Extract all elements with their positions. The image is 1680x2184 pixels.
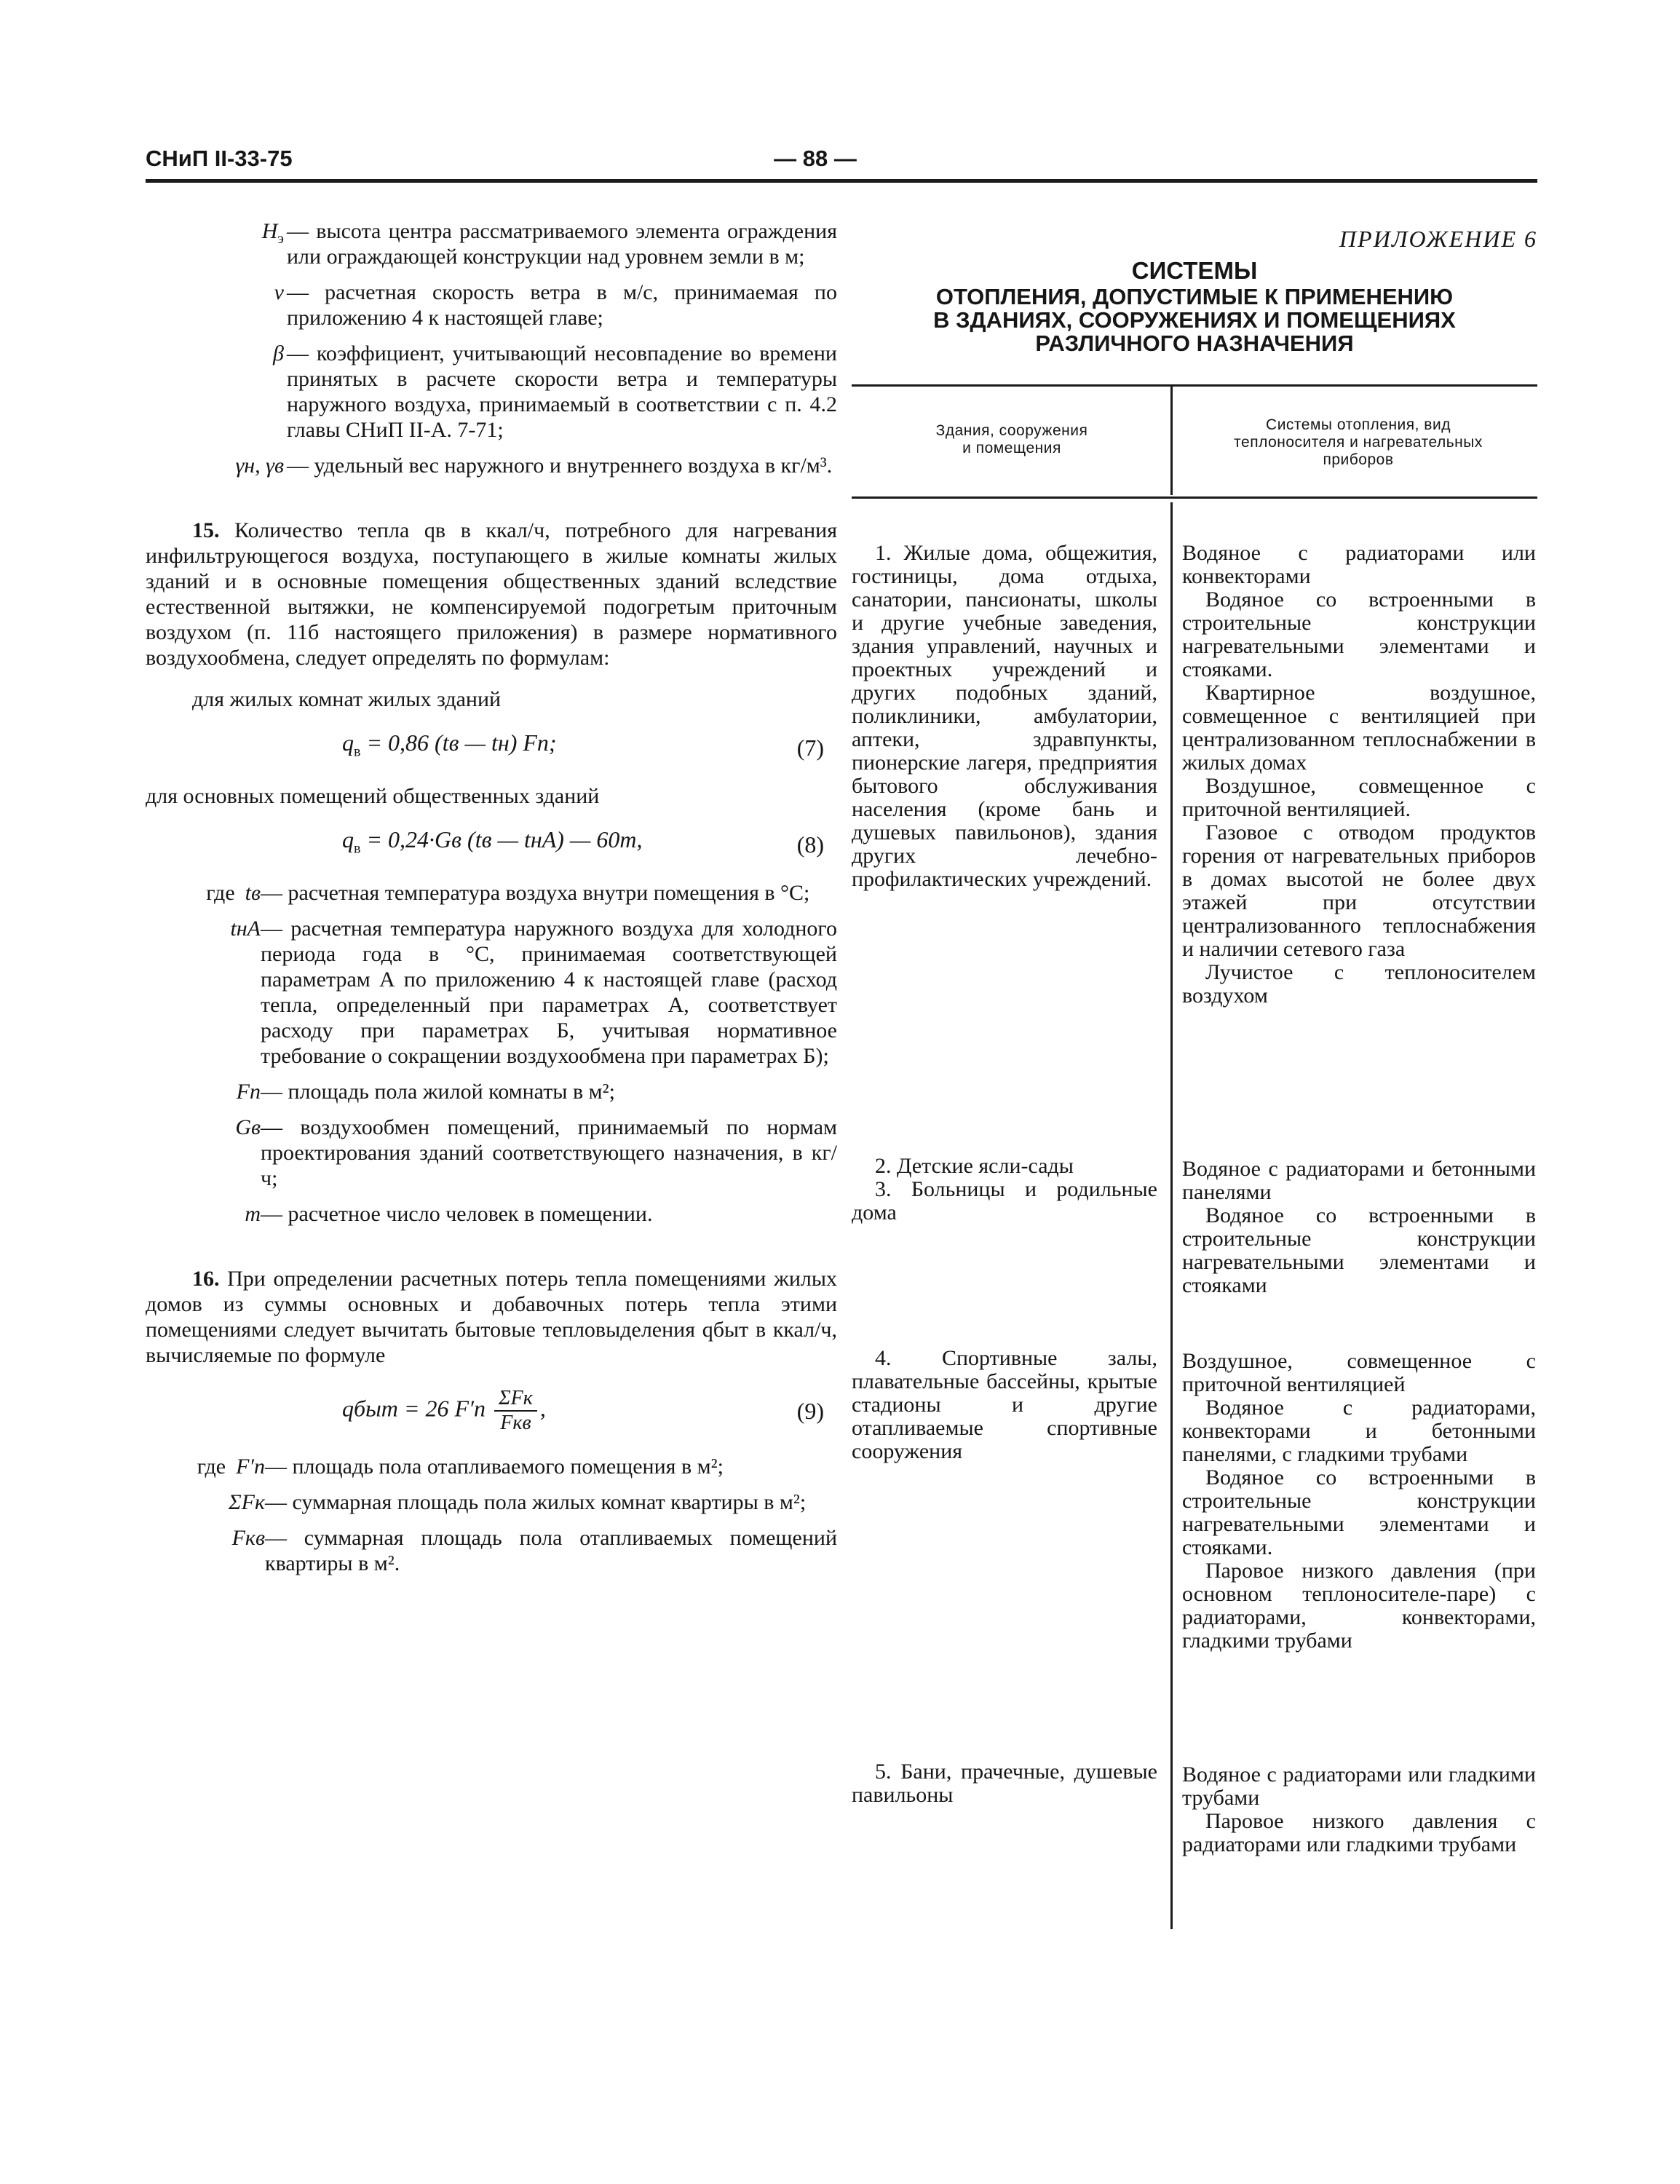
title-line: СИСТЕМЫ bbox=[1131, 257, 1258, 284]
table-cell-buildings: 1. Жилые дома, общежития, гостиницы, дома отдыха, санатории, пансионаты, школы и другие учебные заведения, здания управлений, научных и проектных учреждений и других подобных зданий, поликлиники, амбулатории, аптеки, здравпункты, пионерские лагеря, предприятия бытового обслуживания населения (кроме бань и душевых павильонов), здания других лечебно-профилактических учреждений. bbox=[852, 541, 1157, 891]
formula-7 bbox=[146, 722, 837, 773]
symbol: tнА bbox=[230, 917, 261, 941]
symbol: m bbox=[245, 1202, 261, 1226]
definition-item bbox=[146, 280, 837, 331]
title-line: РАЗЛИЧНОГО НАЗНАЧЕНИЯ bbox=[1035, 331, 1354, 356]
title-line: В ЗДАНИЯХ, СООРУЖЕНИЯХ И ПОМЕЩЕНИЯХ bbox=[933, 307, 1456, 333]
table-header-systems: Системы отопления, вид теплоносителя и нагревательных приборов bbox=[1234, 416, 1483, 468]
definition-text: — суммарная площадь пола отапливаемых помещений квартиры в м². bbox=[265, 1526, 837, 1575]
symbol: γн, γв bbox=[235, 454, 284, 478]
left-column bbox=[146, 218, 837, 1586]
definition-item bbox=[146, 341, 837, 443]
symbol: Fп bbox=[236, 1080, 261, 1104]
formula-8 bbox=[146, 819, 837, 870]
table-cell-buildings: 2. Детские ясли-сады 3. Больницы и родильные дома bbox=[852, 1154, 1157, 1224]
formula-intro-public: для основных помещений общественных зданий bbox=[146, 784, 600, 808]
definition-text: — расчетная скорость ветра в м/с, принимаемая по приложению 4 к настоящей главе; bbox=[287, 280, 837, 330]
table-header-rule bbox=[852, 496, 1537, 499]
definition-text: — площадь пола жилой комнаты в м²; bbox=[261, 1080, 615, 1104]
definition-item bbox=[146, 1454, 837, 1479]
paragraph-number: 16. bbox=[192, 1267, 220, 1291]
definition-text: — расчетное число человек в помещении. bbox=[261, 1202, 653, 1226]
title-line: ОТОПЛЕНИЯ, ДОПУСТИМЫЕ К ПРИМЕНЕНИЮ bbox=[935, 284, 1454, 309]
formula-expression: $q_в = 0,86$ (tв — tн) Fп; bbox=[342, 729, 557, 760]
table-cell-buildings: 4. Спортивные залы, плавательные бассейны, крытые стадионы и другие отапливаемые спортивные сооружения bbox=[852, 1346, 1157, 1463]
symbol: Gв bbox=[235, 1115, 261, 1139]
header-divider bbox=[1170, 386, 1173, 495]
definition-text: — расчетная температура воздуха внутри помещения в °С; bbox=[261, 881, 810, 905]
definition-item bbox=[146, 1115, 837, 1191]
definition-text: — высота центра рассматриваемого элемента ограждения или ограждающей конструкции над уровнем земли в м; bbox=[287, 219, 837, 269]
paragraph-15 bbox=[146, 518, 837, 670]
annex-label: ПРИЛОЖЕНИЕ 6 bbox=[1339, 226, 1537, 252]
definition-text: — суммарная площадь пола жилых комнат квартиры в м²; bbox=[265, 1490, 807, 1514]
definition-item bbox=[146, 1079, 837, 1104]
symbol: $H_э$ bbox=[261, 219, 284, 247]
paragraph-number: 15. bbox=[192, 518, 220, 542]
document-code: СНиП II-33-75 bbox=[146, 146, 293, 171]
annex-title bbox=[852, 259, 1537, 355]
symbol: где F′п bbox=[197, 1455, 265, 1479]
paragraph-text: При определении расчетных потерь тепла помещениями жилых домов из суммы основных и добавочных потерь тепла этими помещениями следует вычитать бытовые тепловыделения qбыт в ккал/ч, вычисляемые по формуле bbox=[146, 1267, 837, 1367]
paragraph-16 bbox=[146, 1266, 837, 1368]
definition-item bbox=[146, 453, 837, 478]
page-number: — 88 — bbox=[774, 146, 857, 171]
table-cell-systems: Водяное с радиаторами или гладкими трубами Паровое низкого давления с радиаторами или гладкими трубами bbox=[1182, 1762, 1536, 1856]
formula-9 bbox=[146, 1378, 837, 1444]
definition-text: — расчетная температура наружного воздуха для холодного периода года в °С, принимаемая соответствующей параметрам А по приложению 4 к настоящей главе (расход тепла, определенный при параметрах А, соответствует расходу при параметрах Б, учитывая нормативное требование о сокращении воздухообмена при параметрах Б); bbox=[261, 917, 837, 1068]
header-rule bbox=[146, 179, 1537, 183]
formula-expression: qбыт = 26 F′п $\frac{\text{ΣFк}}{\text{Fкв}}$ , bbox=[342, 1387, 546, 1434]
table-header-buildings: Здания, сооружения и помещения bbox=[935, 422, 1088, 456]
formula-number: (9) bbox=[796, 1397, 824, 1424]
definition-text: — воздухообмен помещений, принимаемый по нормам проектирования зданий соответствующего назначения, в кг/ч; bbox=[261, 1115, 837, 1190]
symbol: β bbox=[273, 341, 284, 365]
table-cell-systems: Воздушное, совмещенное с приточной вентиляцией Водяное с радиаторами, конвекторами и бетонными панелями, с гладкими трубами Водяное со встроенными в строительные конструкции нагревательными элементами и стояками. Паровое низкого давления (при основном теплоносителе-паре) с радиаторами, конвекторами, гладкими трубами bbox=[1182, 1349, 1536, 1653]
symbol: v bbox=[274, 280, 284, 304]
definitions-list-1 bbox=[146, 218, 837, 478]
formula-number: (7) bbox=[796, 734, 824, 761]
definition-item bbox=[146, 1201, 837, 1227]
fraction: $\frac{\text{ΣFк}}{\text{Fкв}}$ bbox=[494, 1387, 537, 1435]
definitions-list-3 bbox=[146, 1454, 837, 1576]
table-cell-buildings: 5. Бани, прачечные, душевые павильоны bbox=[852, 1760, 1157, 1807]
column-divider bbox=[1170, 502, 1173, 1929]
symbol: ΣFк bbox=[228, 1490, 265, 1514]
formula-expression: $q_в = 0,24\cdot Gв$ (tв — tнА) — 60m, bbox=[342, 826, 643, 857]
definition-item bbox=[146, 1489, 837, 1515]
table-cell-systems: Водяное с радиаторами и бетонными панелями Водяное со встроенными в строительные конструкции нагревательными элементами и стояками bbox=[1182, 1157, 1536, 1297]
table-cell-systems: Водяное с радиаторами или конвекторами Водяное со встроенными в строительные конструкции нагревательными элементами и стояками. Квартирное воздушное, совмещенное с вентиляцией при централизованном теплоснабжении в жилых домах Воздушное, совмещенное с приточной вентиляцией. Газовое с отводом продуктов горения от нагревательных приборов в домах высотой не более двух этажей при отсутствии централизованного теплоснабжения и наличии сетевого газа Лучистое с теплоносителем воздухом bbox=[1182, 541, 1536, 1008]
definition-item bbox=[146, 916, 837, 1069]
symbol: где tв bbox=[206, 881, 261, 905]
definition-text: — площадь пола отапливаемого помещения в м²; bbox=[265, 1455, 724, 1479]
formula-intro-living: для жилых комнат жилых зданий bbox=[192, 687, 502, 711]
definitions-list-2 bbox=[146, 880, 837, 1227]
symbol: Fкв bbox=[231, 1526, 265, 1550]
definition-item bbox=[146, 880, 837, 906]
definition-text: — удельный вес наружного и внутреннего воздуха в кг/м³. bbox=[287, 454, 833, 478]
definition-item bbox=[146, 218, 837, 269]
paragraph-text: Количество тепла qв в ккал/ч, потребного для нагревания инфильтрующегося воздуха, поступающего в жилые комнаты жилых зданий и в основные помещения общественных зданий вследствие естественной вытяжки, не компенсируемой подогретым приточным воздухом (п. 11б настоящего приложения) в размере нормативного воздухообмена, следует определять по формулам: bbox=[146, 518, 837, 670]
definition-text: — коэффициент, учитывающий несовпадение во времени принятых в расчете скорости ветра и температуры наружного воздуха, принимаемый в соответствии с п. 4.2 главы СНиП II-А. 7-71; bbox=[287, 341, 837, 442]
definition-item bbox=[146, 1525, 837, 1576]
formula-number: (8) bbox=[796, 831, 824, 858]
table-top-rule bbox=[852, 384, 1537, 387]
